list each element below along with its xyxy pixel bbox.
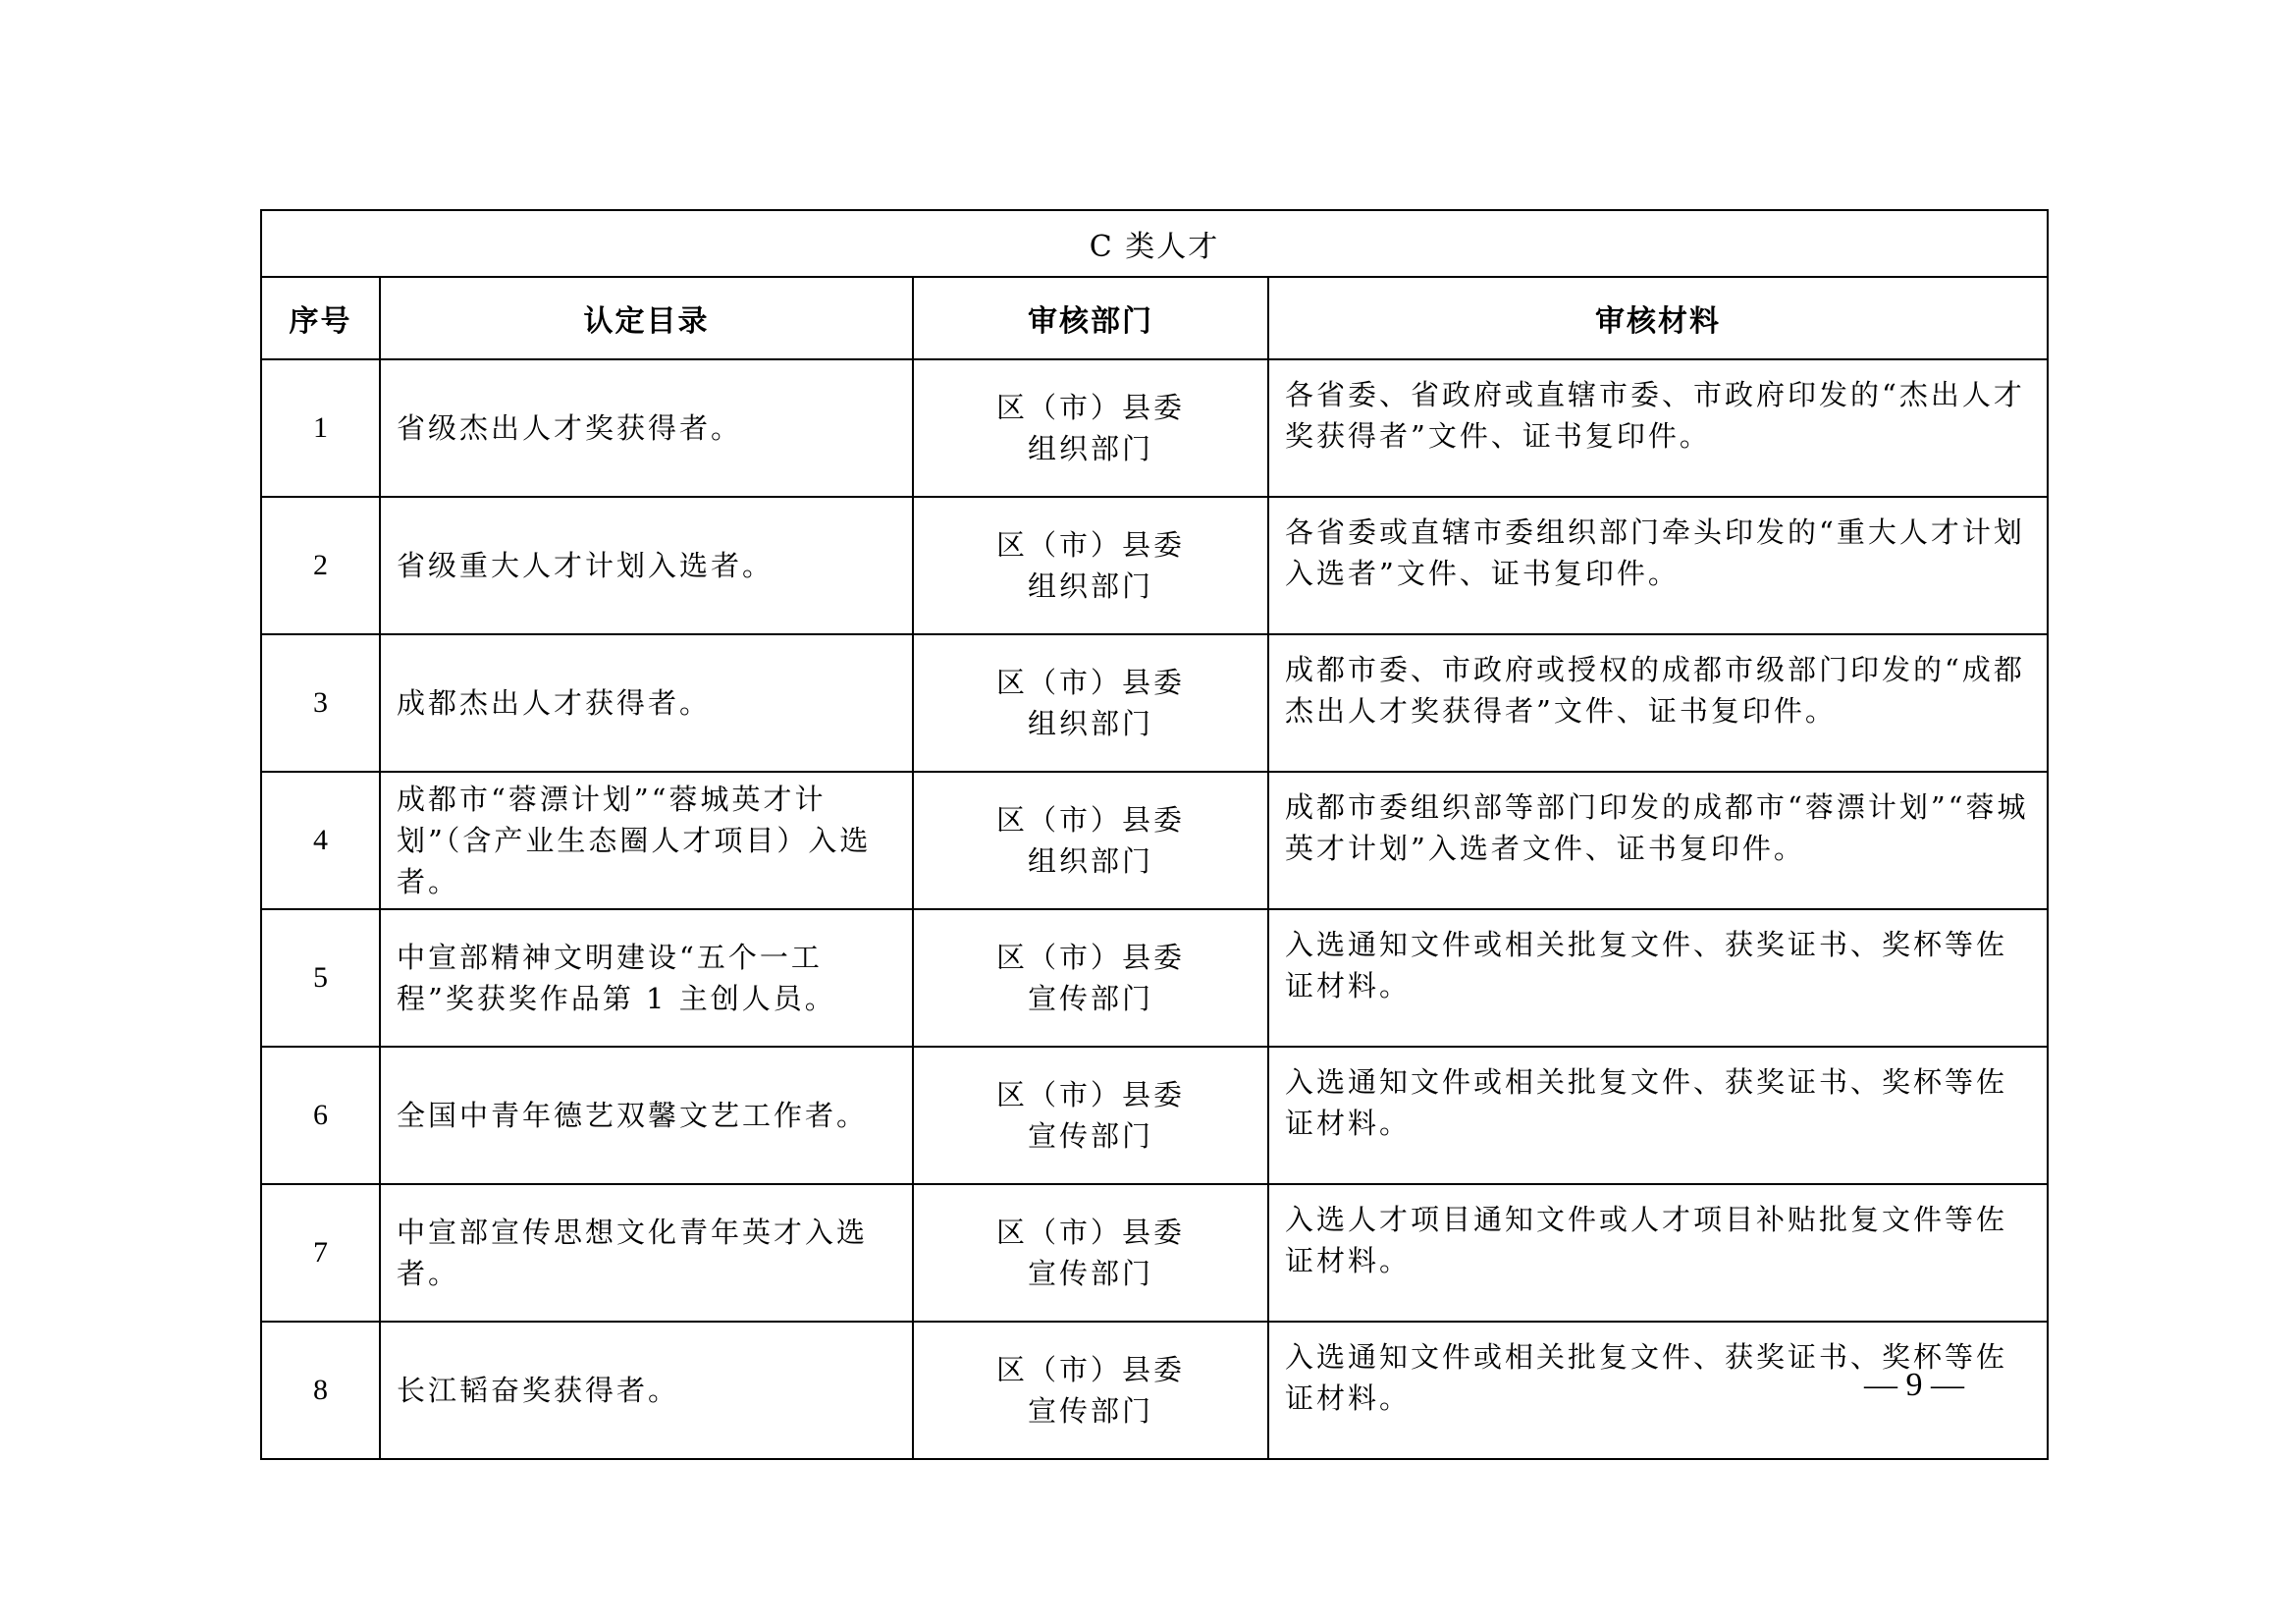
department-line: 区（市）县委 [995,1078,1185,1111]
talent-catalog-table [260,209,2049,1460]
row-department [913,1047,1268,1184]
department-line: 宣传部门 [1027,1119,1153,1153]
row-department [913,772,1268,909]
department-line: 组织部门 [1027,432,1153,465]
header-department: 审核部门 [913,277,1268,359]
row-materials: 入选通知文件或相关批复文件、获奖证书、奖杯等佐证材料。 [1268,1047,2048,1184]
row-catalog: 成都市“蓉漂计划”“蓉城英才计划”（含产业生态圈人才项目）入选者。 [380,772,913,909]
table-row [261,909,2048,1047]
department-line: 区（市）县委 [995,1353,1185,1386]
row-department [913,1184,1268,1322]
department-line: 组织部门 [1027,569,1153,603]
row-catalog: 成都杰出人才获得者。 [380,634,913,772]
department-line: 区（市）县委 [995,666,1185,699]
row-index: 1 [261,359,380,497]
table-title: C 类人才 [261,210,2048,277]
row-index: 4 [261,772,380,909]
row-materials: 各省委或直辖市委组织部门牵头印发的“重大人才计划入选者”文件、证书复印件。 [1268,497,2048,634]
table-row [261,1047,2048,1184]
table-row [261,1184,2048,1322]
row-department [913,634,1268,772]
row-materials: 成都市委、市政府或授权的成都市级部门印发的“成都杰出人才奖获得者”文件、证书复印件。 [1268,634,2048,772]
department-line: 区（市）县委 [995,528,1185,562]
department-line: 宣传部门 [1027,982,1153,1015]
row-materials: 入选通知文件或相关批复文件、获奖证书、奖杯等佐证材料。 [1268,1322,2048,1459]
row-department [913,359,1268,497]
page-number: — 9 — [1864,1367,1964,1403]
table-row [261,634,2048,772]
row-materials: 成都市委组织部等部门印发的成都市“蓉漂计划”“蓉城英才计划”入选者文件、证书复印件。 [1268,772,2048,909]
row-index: 3 [261,634,380,772]
row-materials: 各省委、省政府或直辖市委、市政府印发的“杰出人才奖获得者”文件、证书复印件。 [1268,359,2048,497]
table-row [261,359,2048,497]
department-line: 组织部门 [1027,707,1153,740]
department-line: 区（市）县委 [995,1216,1185,1249]
header-catalog: 认定目录 [380,277,913,359]
table-header-row [261,277,2048,359]
table-row [261,772,2048,909]
row-catalog: 中宣部精神文明建设“五个一工程”奖获奖作品第 1 主创人员。 [380,909,913,1047]
table-title-row [261,210,2048,277]
row-index: 5 [261,909,380,1047]
department-line: 宣传部门 [1027,1257,1153,1290]
row-catalog: 中宣部宣传思想文化青年英才入选者。 [380,1184,913,1322]
row-materials: 入选人才项目通知文件或人才项目补贴批复文件等佐证材料。 [1268,1184,2048,1322]
row-index: 8 [261,1322,380,1459]
department-line: 组织部门 [1027,844,1153,878]
row-catalog: 省级重大人才计划入选者。 [380,497,913,634]
header-index: 序号 [261,277,380,359]
row-catalog: 全国中青年德艺双馨文艺工作者。 [380,1047,913,1184]
row-catalog: 省级杰出人才奖获得者。 [380,359,913,497]
table-row [261,497,2048,634]
row-department [913,909,1268,1047]
row-index: 2 [261,497,380,634]
header-materials: 审核材料 [1268,277,2048,359]
department-line: 区（市）县委 [995,803,1185,837]
row-materials: 入选通知文件或相关批复文件、获奖证书、奖杯等佐证材料。 [1268,909,2048,1047]
row-department [913,497,1268,634]
row-department [913,1322,1268,1459]
row-index: 7 [261,1184,380,1322]
department-line: 宣传部门 [1027,1394,1153,1428]
department-line: 区（市）县委 [995,391,1185,424]
row-catalog: 长江韬奋奖获得者。 [380,1322,913,1459]
table-row [261,1322,2048,1459]
row-index: 6 [261,1047,380,1184]
department-line: 区（市）县委 [995,941,1185,974]
